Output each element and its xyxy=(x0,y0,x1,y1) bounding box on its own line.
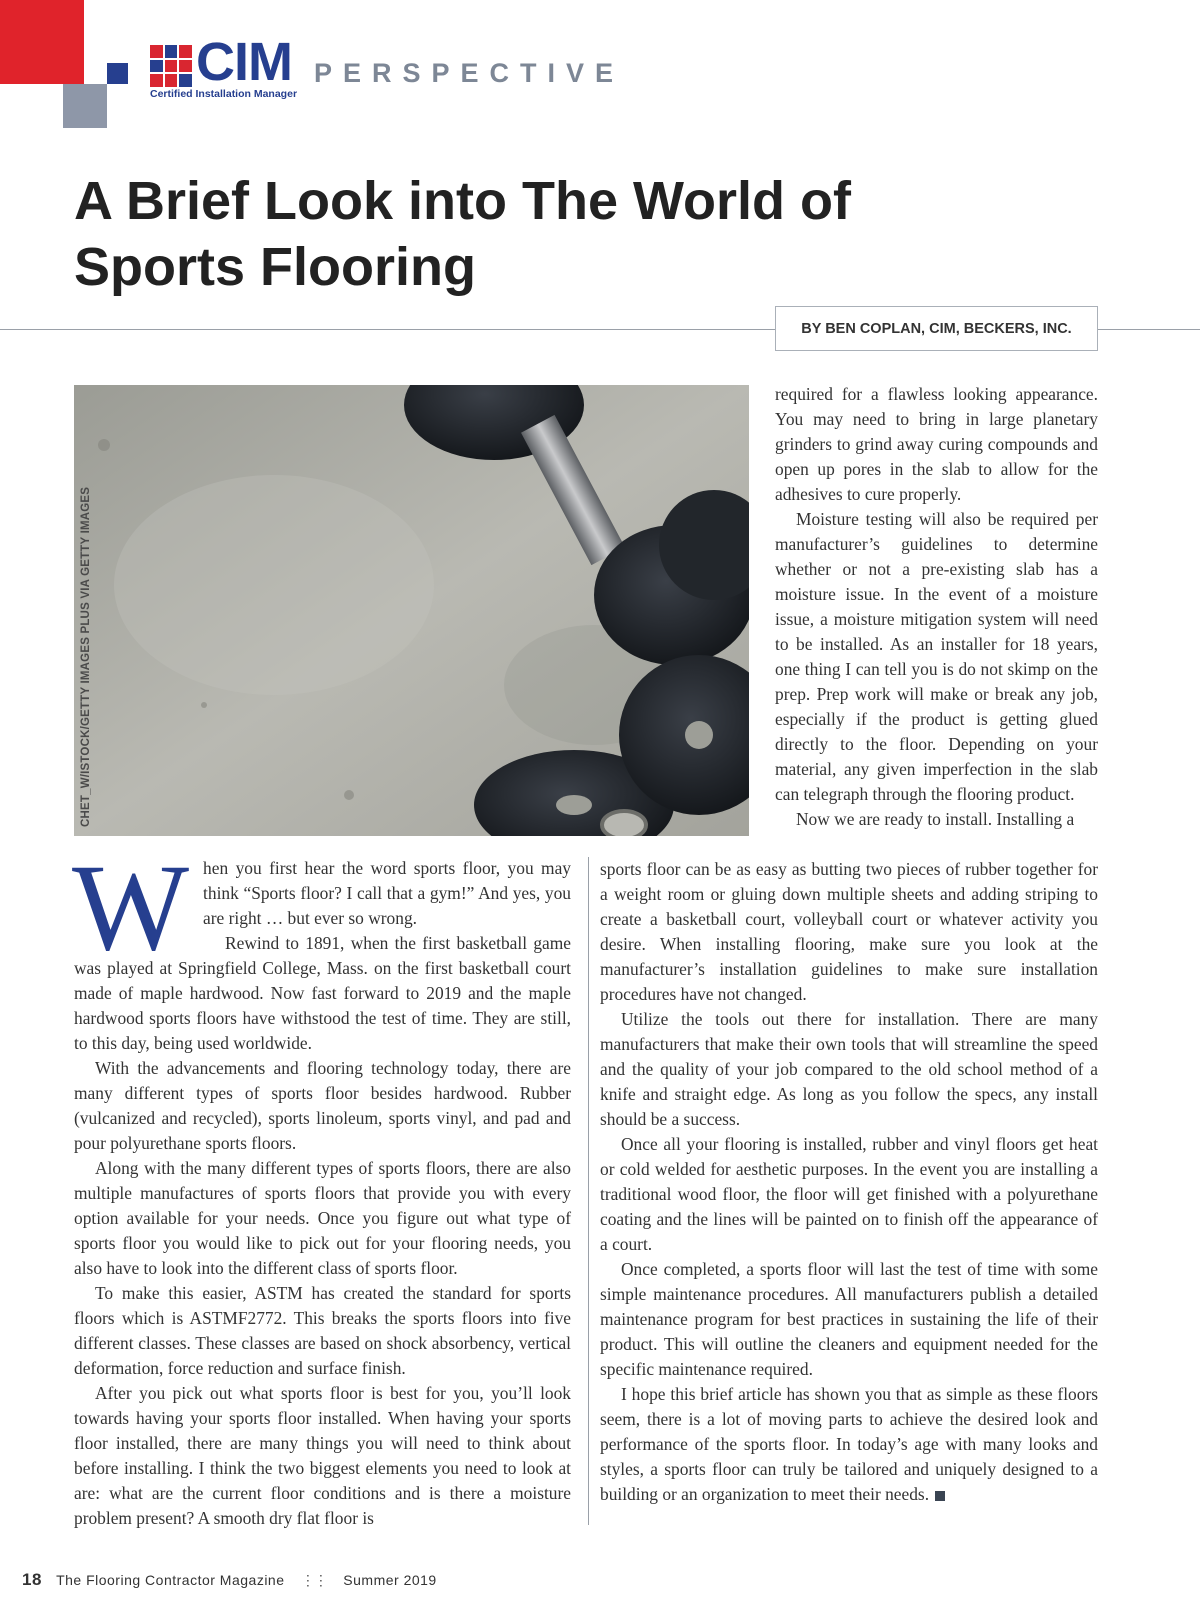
issue-date: Summer 2019 xyxy=(343,1572,437,1588)
column-2 xyxy=(600,857,1098,1507)
byline-rule-left xyxy=(0,329,775,330)
decorative-grey-square xyxy=(63,84,107,128)
end-mark-icon xyxy=(935,1491,945,1501)
closing-paragraph xyxy=(600,1382,1098,1507)
page-footer xyxy=(22,1570,437,1590)
cim-logo-grid-icon xyxy=(150,45,192,87)
closing-text: I hope this brief article has shown you that as simple as these floors seem, there is a lot of moving parts to achieve the desired look and performance of the sports floor. In today’s age with many looks and styles, a sports floor can truly be tailored and uniquely designed to a building or an organization to meet their needs. xyxy=(600,1384,1098,1504)
section-label: PERSPECTIVE xyxy=(314,58,625,88)
footer-separator-icon: ⋮⋮ xyxy=(300,1572,327,1588)
paragraph: Rewind to 1891, when the first basketball game was played at Springfield College, Mass. on the first basketball court made of maple hardwood. Now fast forward to 2019 and the maple hardwood sports floors have withstood the test of time. They are still, to this day, being used worldwide. xyxy=(74,933,571,1053)
paragraph: Once completed, a sports floor will last the test of time with some simple maintenance procedures. All manufacturers publish a detailed maintenance program for best practices in sustaining the life of their product. This will outline the cleaners and equipment needed for the specific maintenance required. xyxy=(600,1259,1098,1379)
column-divider xyxy=(588,857,589,1525)
column-2-top xyxy=(775,382,1098,832)
logo-text: CIM xyxy=(196,32,292,92)
paragraph: Moisture testing will also be required per manufacturer’s guidelines to determine whether or not a pre-existing slab has a moisture issue. In the event of a moisture issue, a moisture mitigation system will need to be installed. As an installer for 18 years, one thing I can tell you is do not skimp on the prep. Prep work will make or break any job, especially if the product is getting glued directly to the floor. Depending on your material, any given imperfection in the slab can telegraph through the flooring product. xyxy=(775,509,1098,804)
dumbbell-photo xyxy=(74,385,749,836)
byline: BY BEN COPLAN, CIM, BECKERS, INC. xyxy=(775,306,1098,351)
article-title xyxy=(74,168,974,300)
paragraph: To make this easier, ASTM has created the standard for sports floors which is ASTMF2772. This breaks the sports floors into five different classes. These classes are based on shock absorbency, vertical deformation, force reduction and surface finish. xyxy=(74,1283,571,1378)
column-1 xyxy=(72,839,571,1531)
title-line-1: A Brief Look into The World of xyxy=(74,171,851,231)
byline-rule-right xyxy=(1098,329,1200,330)
decorative-red-square xyxy=(0,0,84,84)
drop-cap: W xyxy=(72,839,190,976)
dumbbell-illustration xyxy=(74,385,749,836)
magazine-name: The Flooring Contractor Magazine xyxy=(56,1572,285,1588)
paragraph: Now we are ready to install. Installing a xyxy=(796,809,1075,829)
decorative-navy-square xyxy=(107,63,128,84)
paragraph: Along with the many different types of sports floors, there are also multiple manufactures of sports floors that provide you with every option available for your needs. Once you figure out what type of sports floor you would like to pick out for your flooring needs, you also have to look into the different class of sports floor. xyxy=(74,1158,571,1278)
paragraph: Utilize the tools out there for installation. There are many manufacturers that make their own tools that will streamline the speed and the quality of your job compared to the old school method of a knife and straight edge. As long as you follow the specs, any install should be a success. xyxy=(600,1009,1098,1129)
paragraph: required for a flawless looking appearance. You may need to bring in large planetary grinders to grind away curing compounds and open up pores in the slab to allow for the adhesives to cure properly. xyxy=(775,384,1098,504)
photo-credit-text: CHET_W/ISTOCK/GETTY IMAGES PLUS VIA GETTY IMAGES xyxy=(80,486,92,827)
title-line-2: Sports Flooring xyxy=(74,237,476,297)
paragraph: With the advancements and flooring technology today, there are many different types of sports floor besides hardwood. Rubber (vulcanized and recycled), sports linoleum, sports vinyl, and pad and pour polyurethane sports floors. xyxy=(74,1058,571,1153)
logo-subtitle: Certified Installation Manager xyxy=(150,88,298,100)
paragraph: After you pick out what sports floor is best for you, you’ll look towards having your sports floor installed. When having your sports floor installed, there are many things you will need to think about before installing. I think the two biggest elements you need to look at are: what are the current floor conditions and is there a moisture problem present? A smooth dry flat floor is xyxy=(74,1383,571,1528)
paragraph: Once all your flooring is installed, rubber and vinyl floors get heat or cold welded for aesthetic purposes. In the event you are installing a traditional wood floor, the floor will get finished with a polyurethane coating and the lines will be painted on to finish off the appearance of a court. xyxy=(600,1134,1098,1254)
page-number: 18 xyxy=(22,1570,42,1589)
paragraph: hen you first hear the word sports floor, you may think “Sports floor? I call that a gym!” And yes, you are right … but ever so wrong. xyxy=(203,858,571,928)
paragraph: sports floor can be as easy as butting two pieces of rubber together for a weight room or gluing down multiple sheets and adding striping to create a basketball court, volleyball court or whatever activity you desire. When installing flooring, make sure you look at the manufacturer’s installation guidelines to make sure installation procedures have not changed. xyxy=(600,859,1098,1004)
